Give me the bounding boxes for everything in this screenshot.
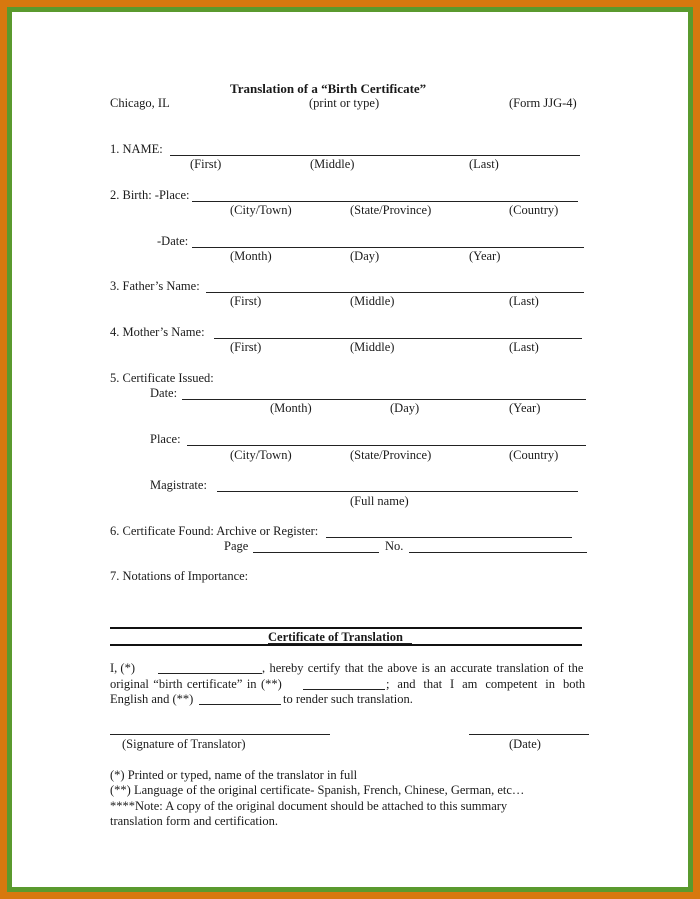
- birth-date-label: -Date:: [157, 234, 189, 248]
- birth-place-label: 2. Birth: -Place:: [110, 188, 190, 202]
- date-caption: (Date): [509, 737, 541, 751]
- birth-place-country-caption: (Country): [509, 203, 559, 217]
- notations-label: 7. Notations of Importance:: [110, 569, 249, 583]
- issued-place-country-caption: (Country): [509, 448, 559, 462]
- certificate-heading: Certificate of Translation: [268, 630, 403, 644]
- birth-place-state-caption: (State/Province): [350, 203, 432, 217]
- magistrate-input-line[interactable]: [217, 491, 578, 492]
- birth-date-month-caption: (Month): [230, 249, 272, 263]
- birth-place-input-line[interactable]: [192, 201, 578, 202]
- form-id: (Form JJG-4): [509, 96, 577, 110]
- top-rule: [110, 627, 582, 629]
- print-instruction: (print or type): [309, 96, 380, 110]
- number-label: No.: [385, 539, 404, 553]
- name-input-line[interactable]: [170, 155, 580, 156]
- name-first-caption: (First): [190, 157, 222, 171]
- translator-name-input-line[interactable]: [158, 673, 262, 674]
- certificate-issued-label: 5. Certificate Issued:: [110, 371, 214, 385]
- issued-place-label: Place:: [150, 432, 181, 446]
- father-last-caption: (Last): [509, 294, 539, 308]
- mother-last-caption: (Last): [509, 340, 539, 354]
- name-last-caption: (Last): [469, 157, 499, 171]
- father-first-caption: (First): [230, 294, 262, 308]
- form-title: Translation of a “Birth Certificate”: [230, 81, 427, 96]
- mother-middle-caption: (Middle): [350, 340, 395, 354]
- issued-year-caption: (Year): [509, 401, 541, 415]
- page-label: Page: [224, 539, 249, 553]
- magistrate-label: Magistrate:: [150, 478, 207, 492]
- issued-place-city-caption: (City/Town): [230, 448, 292, 462]
- note-4: translation form and certification.: [110, 814, 278, 828]
- name-label: 1. NAME:: [110, 142, 163, 156]
- issued-place-state-caption: (State/Province): [350, 448, 432, 462]
- note-1: (*) Printed or typed, name of the translator in full: [110, 768, 358, 782]
- cert-line2-start: original “birth certificate” in (**): [110, 677, 282, 691]
- name-middle-caption: (Middle): [310, 157, 355, 171]
- father-name-label: 3. Father’s Name:: [110, 279, 200, 293]
- signature-input-line[interactable]: [110, 734, 330, 735]
- mother-name-label: 4. Mother’s Name:: [110, 325, 205, 339]
- cert-line3-start: English and (**): [110, 692, 194, 706]
- original-language-input-line[interactable]: [303, 689, 385, 690]
- note-2: (**) Language of the original certificate- Spanish, French, Chinese, German, etc…: [110, 783, 525, 797]
- father-middle-caption: (Middle): [350, 294, 395, 308]
- magistrate-fullname-caption: (Full name): [350, 494, 409, 508]
- competence-language-input-line[interactable]: [199, 704, 281, 705]
- birth-date-input-line[interactable]: [192, 247, 584, 248]
- signature-caption: (Signature of Translator): [122, 737, 246, 751]
- note-3: ****Note: A copy of the original document should be attached to this summary: [110, 799, 508, 813]
- archive-register-input-line[interactable]: [326, 537, 572, 538]
- issued-place-input-line[interactable]: [187, 445, 586, 446]
- number-input-line[interactable]: [409, 552, 587, 553]
- cert-line1-start: I, (*): [110, 661, 135, 675]
- issued-date-input-line[interactable]: [182, 399, 586, 400]
- mother-first-caption: (First): [230, 340, 262, 354]
- mother-name-input-line[interactable]: [214, 338, 582, 339]
- city-label: Chicago, IL: [110, 96, 170, 110]
- bottom-rule: [110, 644, 582, 646]
- cert-line2-end: ; and that I am competent in both: [386, 677, 586, 691]
- birth-date-year-caption: (Year): [469, 249, 501, 263]
- issued-date-label: Date:: [150, 386, 178, 400]
- birth-place-city-caption: (City/Town): [230, 203, 292, 217]
- certificate-found-label: 6. Certificate Found: Archive or Register:: [110, 524, 319, 538]
- father-name-input-line[interactable]: [206, 292, 584, 293]
- cert-line1-end: , hereby certify that the above is an accurate translation of the: [262, 661, 584, 675]
- date-input-line[interactable]: [469, 734, 589, 735]
- form-page: [12, 12, 688, 887]
- issued-month-caption: (Month): [270, 401, 312, 415]
- cert-line3-end: to render such translation.: [283, 692, 413, 706]
- issued-day-caption: (Day): [390, 401, 420, 415]
- birth-date-day-caption: (Day): [350, 249, 380, 263]
- page-input-line[interactable]: [253, 552, 379, 553]
